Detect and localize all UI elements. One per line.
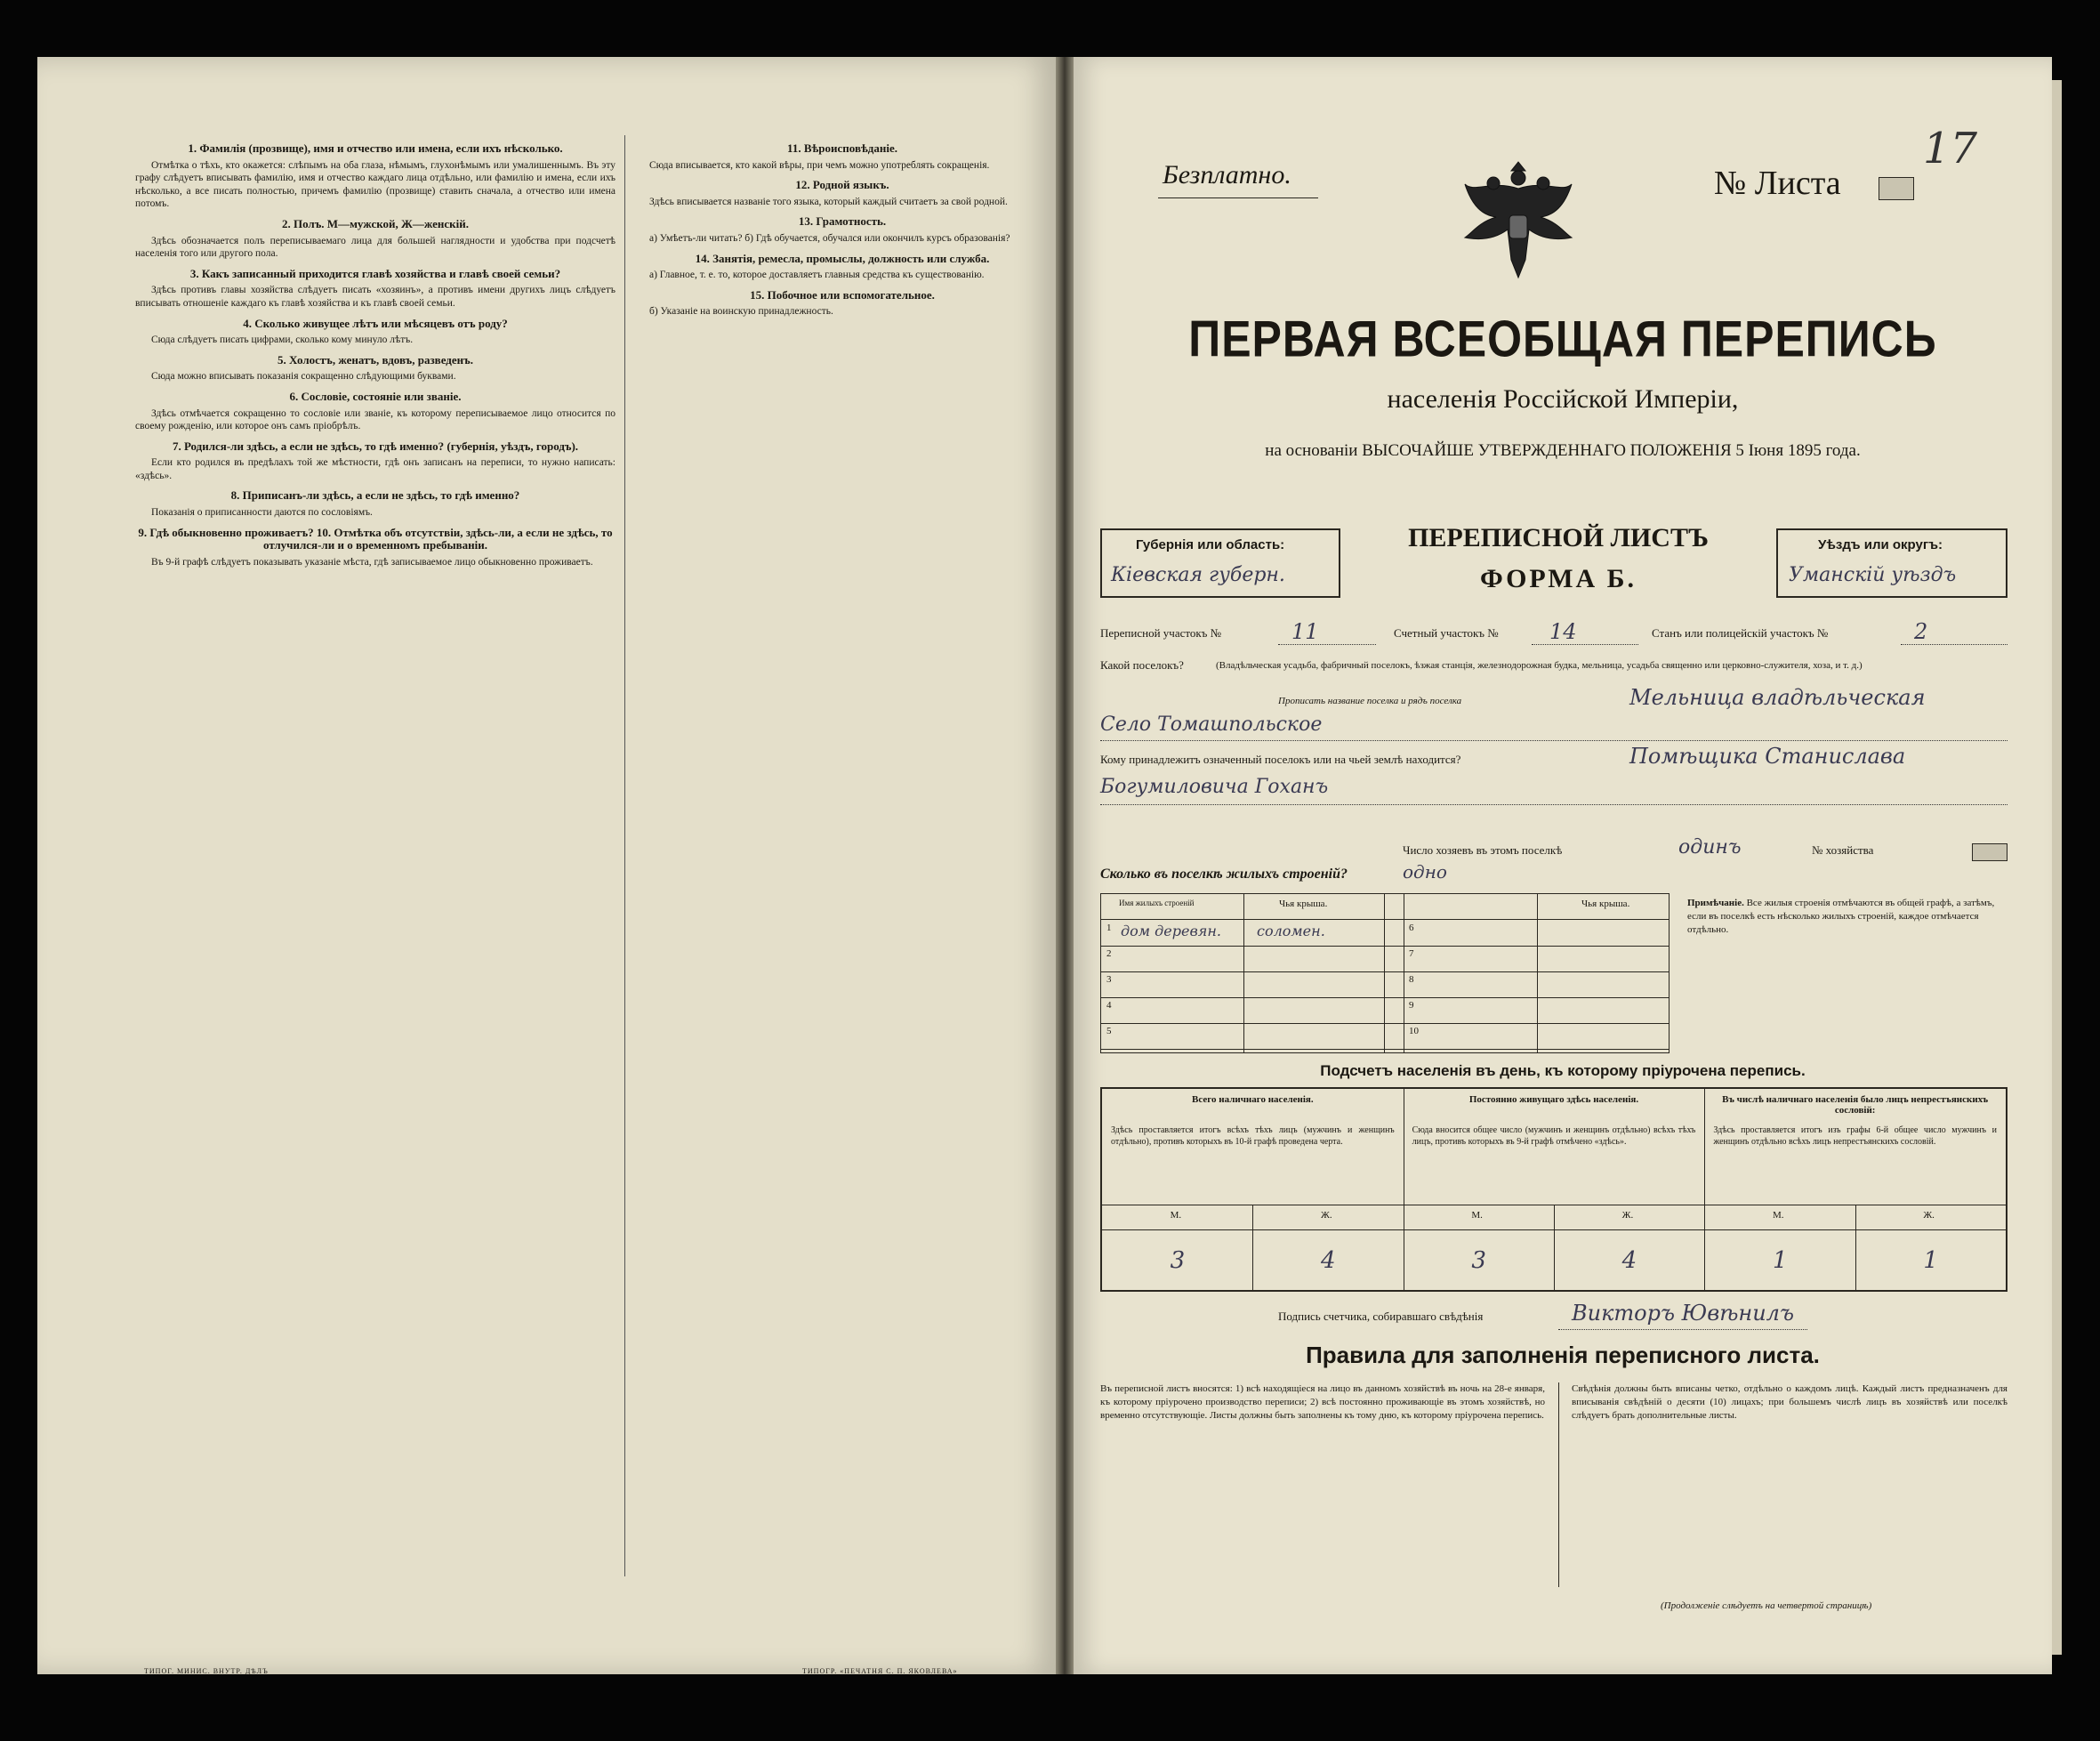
sheet-number-label: № Листа bbox=[1714, 165, 1841, 202]
counting-section-label: Счетный участокъ № bbox=[1394, 626, 1499, 640]
province-label: Губернія или область: bbox=[1136, 537, 1285, 552]
province-value: Кіевская губерн. bbox=[1111, 564, 1285, 586]
buildings-note-text: Все жилыя строенія отмѣчаются въ общей графѣ, а затѣмъ, если въ поселкѣ есть нѣсколько жилыхъ строеній, каждое отмѣчается отдѣльно. bbox=[1687, 898, 1995, 935]
left-page-instructions bbox=[37, 57, 1056, 1674]
rules-text-left: Въ переписной листъ вносятся: 1) всѣ находящіеся на лицо въ данномъ хозяйствѣ въ ночь на 28-е января, къ которому пріурочено производство переписи; 2) всѣ постоянно проживающіе въ этомъ хозяйствѣ, но временно отсутствующіе. Листы должны быть заполнены къ тому дню, къ которому пріурочена перепись. bbox=[1100, 1383, 1545, 1421]
population-count-table bbox=[1100, 1087, 2007, 1292]
owner-label: Кому принадлежитъ означенный поселокъ или на чьей землѣ находится? bbox=[1100, 753, 1461, 766]
building-row-kind: дом деревян. bbox=[1121, 923, 1221, 939]
households-value: одинъ bbox=[1678, 836, 1742, 858]
settlement-note-2: Прописать название поселка и рядъ поселка bbox=[1278, 696, 1462, 706]
form-name: ФОРМА Б. bbox=[1479, 564, 1637, 593]
building-row-roof: соломен. bbox=[1257, 923, 1325, 939]
table-row-line bbox=[1101, 946, 1669, 947]
census-subtitle: населенія Россійской Имперіи, bbox=[1387, 384, 1739, 414]
buildings-table bbox=[1100, 893, 1670, 1053]
dotted-field bbox=[1532, 644, 1638, 645]
population-count-title: Подсчетъ населенія въ день, къ которому пріурочена перепись. bbox=[1320, 1062, 1806, 1079]
table-row-line bbox=[1101, 1023, 1669, 1024]
building-row-number-right: 9 bbox=[1409, 1000, 1414, 1011]
rules-continuation-note: (Продолженіе слѣдуетъ на четвертой страницѣ) bbox=[1661, 1600, 1872, 1611]
table-row-line bbox=[1101, 1049, 1669, 1050]
instruction-heading: 7. Родился-ли здѣсь, а если не здѣсь, то гдѣ именно? (губернія, уѣздъ, городъ). bbox=[172, 439, 579, 453]
count-mz-divider bbox=[1554, 1205, 1555, 1290]
book-gutter bbox=[1056, 57, 1074, 1674]
police-section-value: 2 bbox=[1914, 619, 1928, 644]
buildings-label: Сколько въ поселкѣ жилыхъ строеній? bbox=[1100, 866, 1348, 882]
dotted-field bbox=[1558, 1329, 1807, 1330]
buildings-col-kind: Имя жилыхъ строеній bbox=[1119, 899, 1195, 907]
dotted-field bbox=[1278, 644, 1376, 645]
printer-note-right: ТИПОГР. «ПЕЧАТНЯ С. П. ЯКОВЛЕВА» bbox=[802, 1667, 958, 1675]
count-col-text: Здѣсь проставляется итогъ всѣхъ тѣхъ лицъ (мужчинъ и женщинъ отдѣльно), противъ которыхъ въ 10-й графѣ проведена черта. bbox=[1111, 1125, 1395, 1147]
province-box bbox=[1100, 528, 1340, 598]
free-label: Безплатно. bbox=[1163, 160, 1291, 189]
instruction-paragraph: б) Указаніе на воинскую принадлежность. bbox=[649, 306, 833, 318]
female-count-value: 4 bbox=[1321, 1247, 1336, 1274]
instruction-heading: 5. Холостъ, женатъ, вдовъ, разведенъ. bbox=[278, 352, 473, 367]
male-count-value: 3 bbox=[1471, 1247, 1486, 1274]
count-row-line bbox=[1102, 1229, 2006, 1230]
double-headed-eagle-icon bbox=[1456, 153, 1581, 286]
instruction-paragraph: Если кто родился въ предѣлахъ той же мѣстности, гдѣ онъ записанъ на переписи, то нужно написать: «здѣсь». bbox=[135, 457, 616, 481]
buildings-value: одно bbox=[1403, 861, 1447, 883]
free-underline bbox=[1158, 197, 1318, 198]
settlement-value: Мельница владѣльческая bbox=[1629, 685, 1926, 710]
rules-divider bbox=[1558, 1382, 1559, 1587]
instruction-paragraph: а) Умѣетъ-ли читать? б) Гдѣ обучается, обучался или окончилъ курсъ образованія? bbox=[649, 232, 1010, 244]
building-row-number: 2 bbox=[1106, 948, 1112, 959]
police-section-label: Станъ или полицейскій участокъ № bbox=[1652, 626, 1829, 640]
count-mz-divider bbox=[1252, 1205, 1253, 1290]
instruction-paragraph: а) Главное, т. е. то, которое доставляетъ главныя средства къ существованію. bbox=[649, 270, 985, 281]
instructions-column-b bbox=[633, 135, 1051, 324]
male-label: М. bbox=[1170, 1210, 1182, 1221]
count-col-title: Всего наличнаго населенія. bbox=[1192, 1094, 1314, 1105]
census-legal-basis: на основаніи ВЫСОЧАЙШЕ УТВЕРЖДЕННАГО ПОЛОЖЕНІЯ 5 Іюня 1895 года. bbox=[1265, 441, 1861, 460]
count-col-text: Сюда вносится общее число (мужчинъ и женщинъ отдѣльно) всѣхъ тѣхъ лицъ, противъ которыхъ въ 9-й графѣ отмѣчено «здѣсь». bbox=[1412, 1125, 1696, 1147]
sheet-number-field bbox=[1879, 177, 1914, 200]
male-label: М. bbox=[1773, 1210, 1784, 1221]
district-value: Уманскій уѣздъ bbox=[1789, 564, 1957, 586]
settlement-label: Какой поселокъ? bbox=[1100, 658, 1184, 672]
printer-note-left: ТИПОГ. МИНИС. ВНУТР. ДѢЛЪ bbox=[144, 1667, 269, 1675]
instruction-paragraph: Въ 9-й графѣ слѣдуетъ показывать указаніе мѣста, гдѣ записываемое лицо обыкновенно проживаетъ. bbox=[151, 556, 593, 568]
page-number: 17 bbox=[1923, 124, 1978, 173]
owner-value: Помѣщика Станислава bbox=[1629, 744, 1906, 769]
female-count-value: 4 bbox=[1621, 1247, 1637, 1274]
female-label: Ж. bbox=[1621, 1210, 1634, 1221]
instruction-paragraph: Отмѣтка о тѣхъ, кто окажется: слѣпымъ на оба глаза, нѣмымъ, глухонѣмымъ или умалишеннымъ. Въ эту графу слѣдуетъ вписывать фамилію, имя и отчество каждаго лица отдѣльно, или фамилію и имена, если ихъ нѣсколько, а все писать полностью, причемъ фамилію (прозвище) ставить сначала, а отчество или имена потомъ. bbox=[135, 159, 616, 210]
district-box bbox=[1776, 528, 2007, 598]
settlement-value-2: Село Томашпольское bbox=[1100, 713, 1323, 736]
instruction-paragraph: Сюда можно вписывать показанія сокращенно слѣдующими буквами. bbox=[151, 371, 456, 383]
building-row-number-right: 7 bbox=[1409, 948, 1414, 959]
instruction-heading: 8. Приписанъ-ли здѣсь, а если не здѣсь, то гдѣ именно? bbox=[230, 488, 520, 503]
instruction-heading: 6. Сословіе, состояніе или званіе. bbox=[289, 389, 462, 403]
instruction-heading: 1. Фамилія (прозвище), имя и отчество или имена, если ихъ нѣсколько. bbox=[188, 141, 563, 155]
instructions-column-a bbox=[135, 135, 616, 574]
household-number-label: № хозяйства bbox=[1812, 843, 1874, 857]
building-row-number-right: 8 bbox=[1409, 974, 1414, 985]
instruction-heading: 14. Занятія, ремесла, промыслы, должность или служба. bbox=[695, 251, 990, 265]
table-row-line bbox=[1101, 997, 1669, 998]
male-count-value: 1 bbox=[1773, 1247, 1788, 1274]
census-section-value: 11 bbox=[1291, 619, 1319, 644]
district-label: Уѣздъ или округъ: bbox=[1818, 537, 1943, 552]
building-row-number: 5 bbox=[1106, 1026, 1112, 1036]
settlement-note: (Владѣльческая усадьба, фабричный поселокъ, ѣзжая станція, железнодорожная будка, мельница, усадьба священно или церковно-служителя, хоза, и т. д.) bbox=[1216, 660, 1863, 671]
form-title: ПЕРЕПИСНОЙ ЛИСТЪ bbox=[1408, 523, 1709, 552]
male-label: М. bbox=[1471, 1210, 1483, 1221]
count-col-title: Постоянно живущаго здѣсь населенія. bbox=[1468, 1094, 1639, 1105]
count-col-divider bbox=[1704, 1089, 1705, 1290]
census-section-label: Переписной участокъ № bbox=[1100, 626, 1222, 640]
female-label: Ж. bbox=[1923, 1210, 1935, 1221]
signature-value: Викторъ Ювѣнилъ bbox=[1572, 1301, 1794, 1326]
female-count-value: 1 bbox=[1923, 1247, 1938, 1274]
instruction-heading: 13. Грамотность. bbox=[798, 214, 887, 229]
instruction-heading: 2. Полъ. М—мужской, Ж—женскій. bbox=[281, 216, 470, 230]
count-col-text: Здѣсь проставляется итогъ изъ графы 6-й общее число мужчинъ и женщинъ отдѣльно всѣхъ лицъ непрестъянскихъ сословій. bbox=[1713, 1125, 1997, 1147]
instruction-heading: 9. Гдѣ обыкновенно проживаетъ? 10. Отмѣтка объ отсутствіи, здѣсь-ли, а если не здѣсь, то отлучился-ли и о временномъ пребываніи. bbox=[138, 525, 613, 552]
rules-text-right: Свѣдѣнія должны быть вписаны четко, отдѣльно о каждомъ лицѣ. Каждый листъ предназначенъ для вписыванія свѣдѣній о десяти (10) лицахъ; при большемъ числѣ лицъ въ хозяйствѣ или поселкѣ слѣдуетъ брать дополнительные листы. bbox=[1572, 1383, 2007, 1421]
instruction-paragraph: Сюда слѣдуетъ писать цифрами, сколько кому минуло лѣтъ. bbox=[151, 334, 414, 346]
instruction-heading: 4. Сколько живущее лѣтъ или мѣсяцевъ отъ роду? bbox=[243, 316, 508, 330]
owner-value-2: Богумиловича Гоханъ bbox=[1100, 776, 1329, 798]
building-row-number: 1 bbox=[1106, 923, 1112, 933]
instruction-paragraph: Здѣсь обозначается полъ переписываемаго лица для большей наглядности и удобства при подсчетѣ населенія того или другого пола. bbox=[135, 235, 616, 260]
rules-title: Правила для заполненія переписного листа. bbox=[1306, 1342, 1820, 1368]
dotted-field bbox=[1901, 644, 2007, 645]
instruction-paragraph: Здѣсь отмѣчается сокращенно то сословіе или званіе, къ которому переписываемое лицо относится по своему рожденію, или которое онъ самъ пріобрѣлъ. bbox=[135, 407, 616, 432]
count-mz-divider bbox=[1855, 1205, 1856, 1290]
instruction-paragraph: Здѣсь противъ главы хозяйства слѣдуетъ писать «хозяинъ», а противъ имени другихъ лицъ слѣдуетъ вписывать отношеніе каждаго къ главѣ хозяйства и къ главѣ своей семьи. bbox=[135, 285, 616, 309]
dotted-field bbox=[1100, 740, 2007, 741]
census-form-page bbox=[1074, 57, 2052, 1674]
male-count-value: 3 bbox=[1170, 1247, 1186, 1274]
instruction-paragraph: Показанія о приписанности даются по сословіямъ. bbox=[151, 507, 373, 519]
building-row-number-right: 10 bbox=[1409, 1026, 1419, 1036]
household-number-field bbox=[1972, 843, 2007, 861]
count-col-title: Въ числѣ наличнаго населенія было лицъ непрестъянскихъ сословій: bbox=[1722, 1094, 1989, 1116]
buildings-col-roof: Чья крыша. bbox=[1279, 899, 1328, 909]
signature-label: Подпись счетчика, собиравшаго свѣдѣнія bbox=[1278, 1310, 1484, 1323]
buildings-note bbox=[1687, 897, 2007, 937]
census-main-title: ПЕРВАЯ ВСЕОБЩАЯ ПЕРЕПИСЬ bbox=[1188, 310, 1937, 368]
instruction-heading: 11. Вѣроисповѣданіе. bbox=[787, 141, 897, 155]
buildings-col-roof-2: Чья крыша. bbox=[1581, 899, 1630, 909]
column-divider bbox=[624, 135, 625, 1576]
instruction-paragraph: Здѣсь вписывается названіе того языка, который каждый считаетъ за свой родной. bbox=[649, 196, 1008, 207]
building-row-number: 4 bbox=[1106, 1000, 1112, 1011]
building-row-number: 3 bbox=[1106, 974, 1112, 985]
instruction-heading: 15. Побочное или вспомогательное. bbox=[750, 287, 935, 302]
table-row-line bbox=[1101, 971, 1669, 972]
instruction-heading: 3. Какъ записанный приходится главѣ хозяйства и главѣ своей семьи? bbox=[189, 266, 561, 280]
building-row-number-right: 6 bbox=[1409, 923, 1414, 933]
counting-section-value: 14 bbox=[1549, 619, 1577, 644]
households-label: Число хозяевъ въ этомъ поселкѣ bbox=[1403, 843, 1563, 857]
dotted-field bbox=[1100, 804, 2007, 805]
instruction-paragraph: Сюда вписывается, кто какой вѣры, при чемъ можно употреблять сокращенія. bbox=[649, 159, 990, 171]
buildings-note-label: Примѣчаніе. bbox=[1687, 898, 1744, 908]
female-label: Ж. bbox=[1321, 1210, 1332, 1221]
instruction-heading: 12. Родной языкъ. bbox=[795, 178, 889, 192]
